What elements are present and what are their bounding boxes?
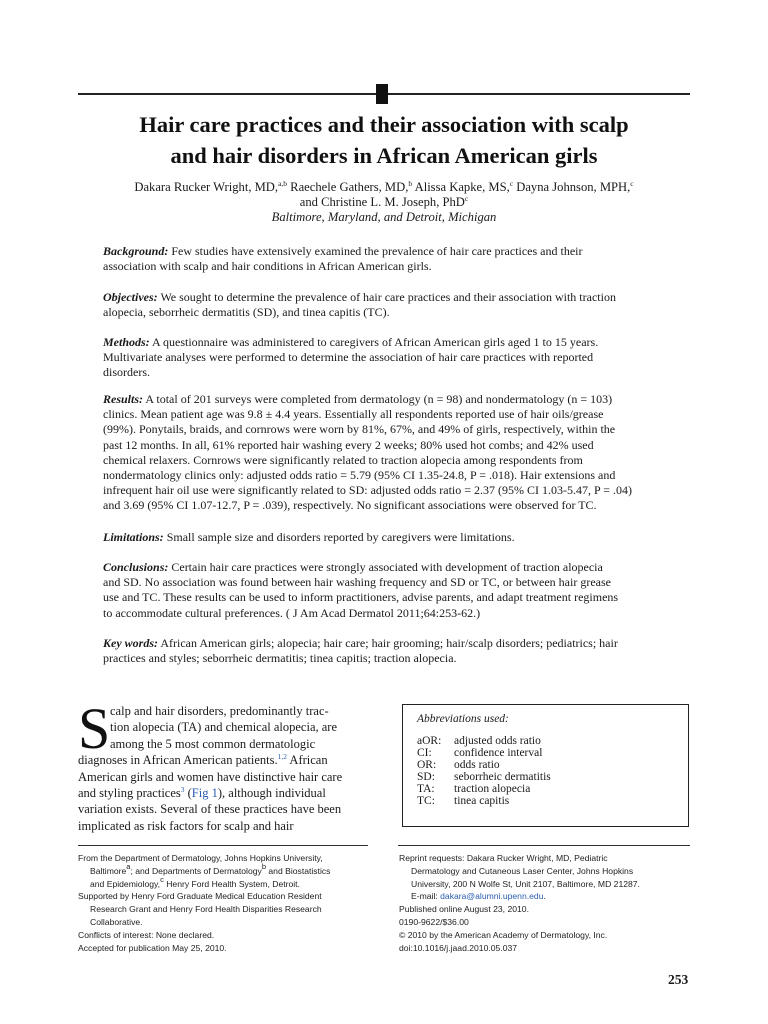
abstract-line: chemical relaxers. Cornrows were significantly related to traction alopecia among respondents from — [103, 452, 583, 467]
section-label: Conclusions: — [103, 560, 169, 574]
footnote-line: Research Grant and Henry Ford Health Disparities Research — [90, 904, 322, 915]
abstract-line: (99%). Ponytails, braids, and cornrows were worn by 81%, 67%, and 49% of girls, respectively, within the — [103, 422, 616, 437]
abstract-line: Few studies have extensively examined the prevalence of hair care practices and their — [171, 244, 583, 258]
abstract-limitations — [103, 530, 666, 545]
footnote-text: and Epidemiology, — [90, 878, 161, 889]
abbreviation-definition: odds ratio — [454, 759, 500, 771]
footnote-line: Published online August 23, 2010. — [399, 904, 529, 915]
body-line: implicated as risk factors for scalp and hair — [78, 818, 294, 833]
abstract-line: to accommodate cultural preferences. ( J Am Acad Dermatol 2011;64:253-62.) — [103, 605, 481, 620]
footnote-line: From the Department of Dermatology, Johns Hopkins University, — [78, 853, 323, 863]
page-number: 253 — [668, 972, 689, 987]
footnote-line: University, 200 N Wolfe St, Unit 2107, Baltimore, MD 21287. — [411, 878, 640, 889]
abstract-objectives — [103, 290, 666, 320]
author-line — [78, 180, 690, 195]
abbreviation-definition: seborrheic dermatitis — [454, 771, 551, 783]
footnote-text: E-mail: — [411, 891, 441, 902]
author-name: Dakara Rucker Wright, MD, — [134, 180, 279, 194]
abstract-line: A questionnaire was administered to caregivers of African American girls aged 1 to 15 years. — [152, 335, 599, 349]
footnote-mark: c — [160, 874, 164, 884]
abstract-line: use and TC. These results can be used to inform practitioners, advise parents, and adapt treatment regimens — [103, 590, 619, 605]
drop-cap: S — [78, 696, 111, 761]
figure-link[interactable]: Fig 1 — [191, 785, 218, 800]
citation-link[interactable]: 3 — [180, 784, 185, 794]
abstract-line: African American girls; alopecia; hair care; hair grooming; hair/scalp disorders; pediatrics; hair — [160, 636, 618, 650]
footnotes-left — [78, 852, 370, 954]
abstract-methods — [103, 335, 666, 381]
abstract-line: Multivariate analyses were performed to determine the association of hair care practices with reported — [103, 350, 594, 365]
section-label: Results: — [103, 392, 144, 406]
abbreviation-definition: tinea capitis — [454, 795, 510, 807]
author-block — [78, 180, 690, 225]
footnote-line: Supported by Henry Ford Graduate Medical Education Resident — [78, 891, 322, 902]
body-line: American girls and women have distinctive hair care — [78, 769, 343, 784]
header-marker — [376, 84, 388, 104]
abstract-line: Certain hair care practices were strongly associated with development of traction alopecia — [171, 560, 603, 574]
footnote-text: Henry Ford Health System, Detroit. — [163, 878, 300, 889]
abstract-background — [103, 244, 666, 274]
abstract-line: practices and styles; seborrheic dermatitis; tinea capitis; traction alopecia. — [103, 651, 457, 666]
abbreviation-term: aOR: — [417, 735, 442, 747]
section-label: Objectives: — [103, 290, 158, 304]
footnote-line: Reprint requests: Dakara Rucker Wright, MD, Pediatric — [399, 853, 608, 863]
body-line — [78, 785, 366, 801]
body-text: and styling practices — [78, 785, 181, 800]
abstract-line: disorders. — [103, 365, 150, 380]
footnote-line: Conflicts of interest: None declared. — [78, 929, 215, 940]
abbreviation-definition: adjusted odds ratio — [454, 735, 541, 747]
section-label: Background: — [103, 244, 169, 258]
abbreviation-term: TC: — [417, 795, 435, 807]
body-text: ), although individual — [217, 785, 326, 800]
section-label: Limitations: — [103, 530, 164, 544]
abstract-line: Small sample size and disorders reported by caregivers were limitations. — [166, 530, 515, 544]
abbreviation-row — [417, 783, 530, 795]
abstract-line: and 3.69 (95% CI 1.07-12.7, P = .039), respectively. No significant associations were observed for TC. — [103, 498, 597, 513]
title-line: and hair disorders in African American girls — [170, 143, 598, 168]
abstract-line: association with scalp and hair conditions in African American girls. — [103, 259, 432, 274]
abstract-line: infrequent hair oil use were significantly related to SD: adjusted odds ratio = 2.37 (95% CI 1.03-5.47, P = .04) — [103, 483, 632, 498]
abbreviation-definition: confidence interval — [454, 747, 543, 759]
abbreviation-term: OR: — [417, 759, 437, 771]
footnote-line: 0190-9622/$36.00 — [399, 916, 469, 927]
body-line: among the 5 most common dermatologic — [110, 736, 316, 751]
author-affil-mark: b — [408, 179, 413, 188]
footnote-rule-left — [78, 845, 368, 846]
abbreviation-term: CI: — [417, 747, 432, 759]
abbreviations-title: Abbreviations used: — [417, 713, 509, 725]
footnotes-right — [399, 852, 691, 954]
author-affil-mark: c — [464, 194, 469, 203]
abstract-results — [103, 392, 666, 514]
body-line: calp and hair disorders, predominantly trac- — [110, 704, 329, 718]
citation-link[interactable]: 1,2 — [277, 752, 287, 762]
author-line — [78, 195, 690, 210]
footnote-rule-right — [398, 845, 690, 846]
author-location: Baltimore, Maryland, and Detroit, Michigan — [271, 210, 497, 224]
body-text: African — [286, 753, 328, 768]
footnote-line — [78, 874, 370, 891]
author-affil-mark: c — [630, 179, 634, 188]
footnote-line: © 2010 by the American Academy of Dermatology, Inc. — [399, 929, 608, 940]
body-line: variation exists. Several of these practices have been — [78, 802, 342, 817]
author-affil-mark: c — [509, 179, 514, 188]
abbreviation-term: TA: — [417, 783, 435, 795]
abbreviation-row — [417, 795, 509, 807]
abstract-line: We sought to determine the prevalence of hair care practices and their association with traction — [160, 290, 616, 304]
abstract-line: A total of 201 surveys were completed from dermatology (n = 98) and nondermatology (n = 103) — [145, 392, 613, 406]
abbreviation-row — [417, 747, 542, 759]
footnote-line: Dermatology and Cutaneous Laser Center, Johns Hopkins — [411, 865, 634, 876]
footnote-text: . — [543, 891, 546, 902]
body-text: diagnoses in African American patients. — [78, 753, 278, 768]
abbreviations-box — [402, 704, 689, 827]
abstract-line: past 12 months. In all, 61% reported hair washing every 2 weeks; 80% used hot combs; and 42% used — [103, 437, 594, 452]
abbreviation-row — [417, 771, 551, 783]
body-line — [78, 752, 366, 768]
abstract-line: and SD. No association was found between hair washing frequency and SD or TC, or between hair grease — [103, 575, 611, 590]
footnote-line: Accepted for publication May 25, 2010. — [78, 942, 227, 953]
footnote-line — [399, 890, 691, 903]
section-label: Methods: — [103, 335, 150, 349]
abbreviation-definition: traction alopecia — [454, 783, 531, 795]
author-affil-mark: a,b — [278, 179, 288, 188]
section-label: Key words: — [103, 636, 158, 650]
abstract-line: clinics. Mean patient age was 9.8 ± 4.4 years. Essentially all respondents reported use of hair oils/grease — [103, 407, 604, 422]
title-line: Hair care practices and their association with scalp — [139, 112, 629, 137]
footnote-text: and Biostatistics — [266, 865, 331, 876]
email-link[interactable]: dakara@alumni.upenn.edu — [440, 891, 544, 902]
footnote-line — [78, 861, 370, 878]
footnote-text: Baltimore — [90, 865, 127, 876]
abstract-line: alopecia, seborrheic dermatitis (SD), and tinea capitis (TC). — [103, 305, 390, 320]
abstract-keywords — [103, 636, 666, 666]
abbreviation-row — [417, 735, 541, 747]
abbreviation-term: SD: — [417, 771, 435, 783]
body-line: tion alopecia (TA) and chemical alopecia, are — [110, 720, 338, 735]
body-text: ( — [184, 785, 192, 800]
footnote-text: ; and Departments of Dermatology — [130, 865, 262, 876]
abstract-line: nondermatology clinics only: adjusted odds ratio = 5.79 (95% CI 1.35-24.8, P = .018). Hair extensions and — [103, 468, 616, 483]
author-name: and Christine L. M. Joseph, PhD — [299, 195, 465, 209]
body-paragraph — [78, 703, 366, 834]
author-name: Raechele Gathers, MD, — [287, 180, 409, 194]
footnote-line: Collaborative. — [90, 916, 143, 927]
article-title — [78, 109, 690, 171]
footnote-line: doi:10.1016/j.jaad.2010.05.037 — [399, 942, 518, 953]
abstract-conclusions — [103, 560, 666, 621]
footnote-mark: b — [261, 861, 266, 871]
author-name: Alissa Kapke, MS, — [412, 180, 510, 194]
author-name: Dayna Johnson, MPH, — [513, 180, 631, 194]
abbreviation-row — [417, 759, 500, 771]
footnote-mark: a — [126, 861, 131, 871]
